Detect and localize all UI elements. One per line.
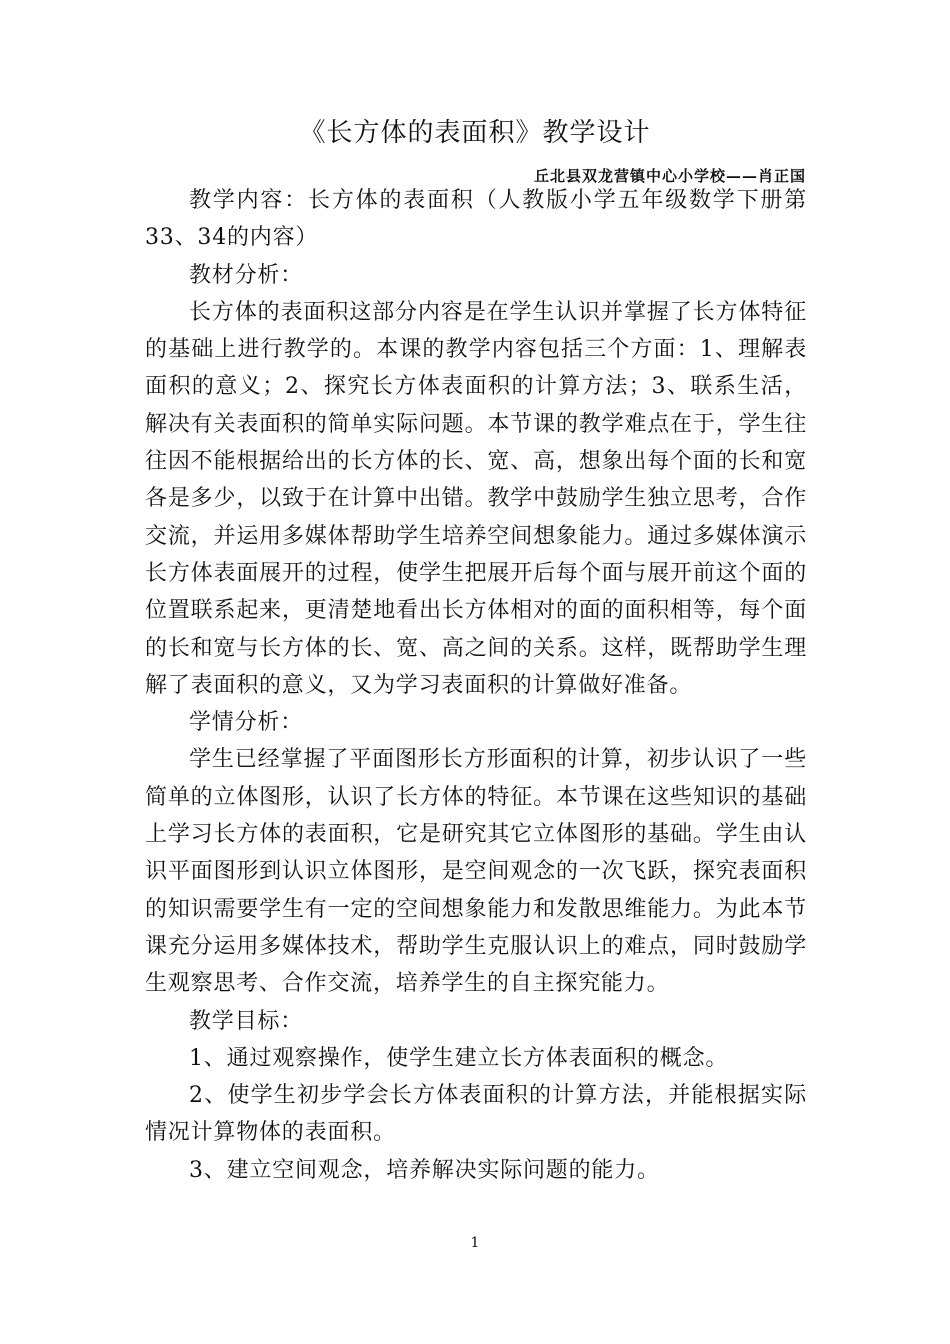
- student-analysis-heading: 学情分析：: [189, 710, 304, 736]
- student-analysis-paragraph: 学生已经掌握了平面图形长方形面积的计算，初步认识了一些简单的立体图形，认识了长方体的特征。本节课在这些知识的基础上学习长方体的表面积，它是研究其它立体图形的基础。学生由认识平面图形到认识立体图形，是空间观念的一次飞跃，探究表面积的知识需要学生有一定的空间想象能力和发散思维能力。为此本节课充分运用多媒体技术，帮助学生克服认识上的难点，同时鼓励学生观察思考、合作交流，培养学生的自主探究能力。: [145, 747, 807, 997]
- teaching-goal-item-3: 3、建立空间观念，培养解决实际问题的能力。: [189, 1157, 660, 1183]
- document-title: 《长方体的表面积》教学设计: [299, 118, 651, 148]
- textbook-analysis-heading: 教材分析：: [189, 262, 304, 288]
- textbook-analysis-paragraph: 长方体的表面积这部分内容是在学生认识并掌握了长方体特征的基础上进行教学的。本课的教学内容包括三个方面：1、理解表面积的意义；2、探究长方体表面积的计算方法；3、联系生活，解决有关表面积的简单实际问题。本节课的教学难点在于，学生往往因不能根据给出的长方体的长、宽、高，想象出每个面的长和宽各是多少，以致于在计算中出错。教学中鼓励学生独立思考，合作交流，并运用多媒体帮助学生培养空间想象能力。通过多媒体演示长方体表面展开的过程，使学生把展开后每个面与展开前这个面的位置联系起来，更清楚地看出长方体相对的面的面积相等，每个面的长和宽与长方体的长、宽、高之间的关系。这样，既帮助学生理解了表面积的意义，又为学习表面积的计算做好准备。: [145, 299, 807, 698]
- teaching-goal-item-2: 2、使学生初步学会长方体表面积的计算方法，并能根据实际情况计算物体的表面积。: [145, 1083, 807, 1146]
- teaching-goals-heading: 教学目标：: [189, 1008, 304, 1034]
- author-line: 丘北县双龙营镇中心小学校——肖正国: [533, 167, 806, 185]
- document-body: [145, 182, 807, 1189]
- teaching-content-paragraph: 教学内容：长方体的表面积（人教版小学五年级数学下册第33、34的内容）: [145, 188, 807, 251]
- page-number: 1: [470, 1235, 480, 1251]
- teaching-goal-item-1: 1、通过观察操作，使学生建立长方体表面积的概念。: [189, 1045, 729, 1071]
